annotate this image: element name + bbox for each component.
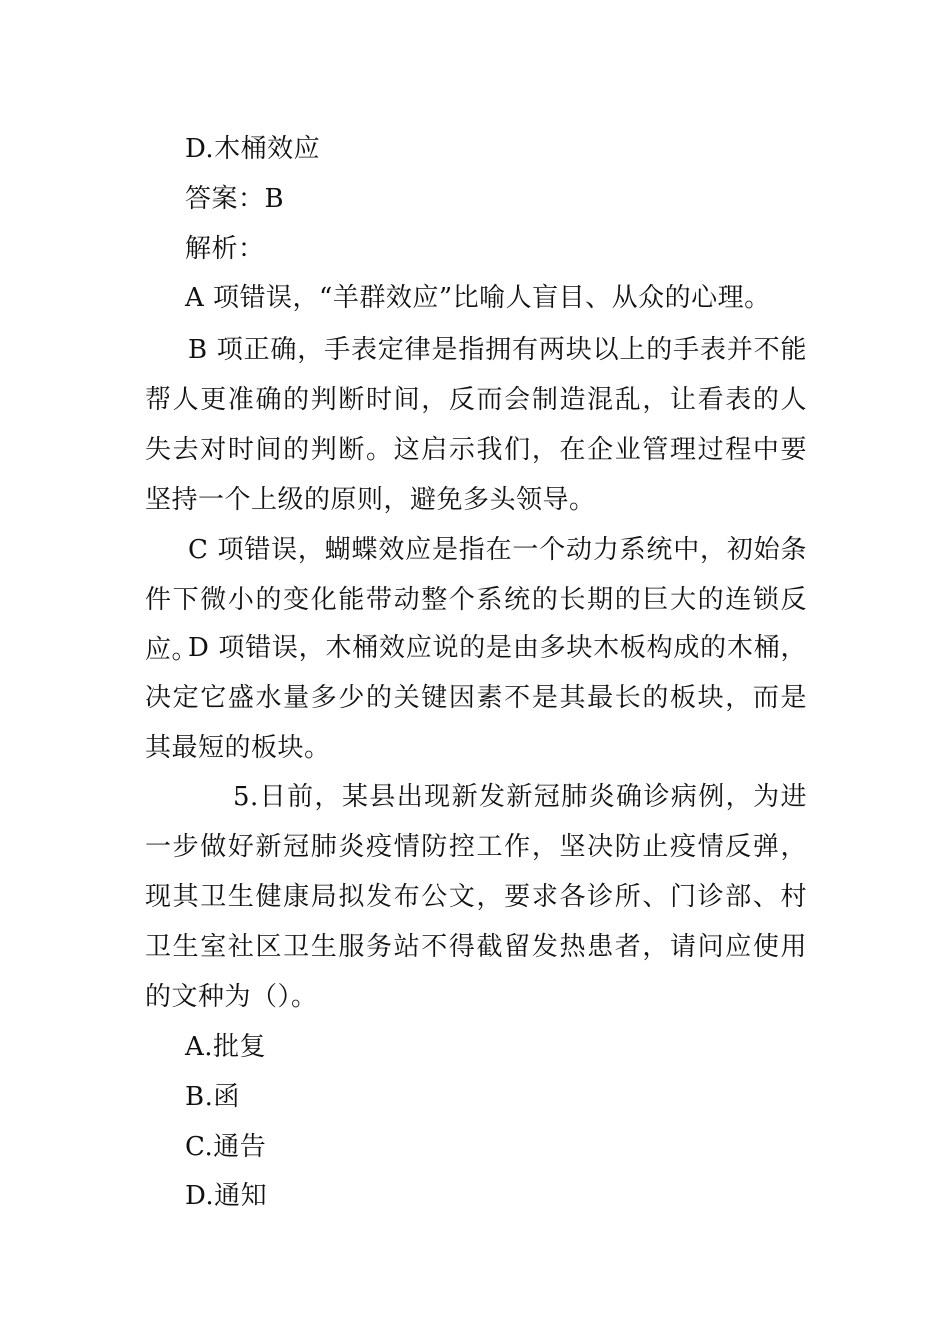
analysis-d: D 项错误，木桶效应说的是由多块木板构成的木桶，决定它盛水量多少的关键因素不是其最长的板块，而是其最短的板块。 — [145, 633, 807, 763]
analysis-a: A 项错误，“羊群效应”比喻人盲目、从众的心理。 — [185, 283, 771, 313]
analysis-c: C 项错误，蝴蝶效应是指在一个动力系统中，初始条件下微小的变化能带动整个系统的长期的巨大的连锁反应。 — [145, 535, 807, 665]
analysis-label: 解析： — [185, 234, 265, 264]
option-d: D.通知 — [185, 1181, 268, 1211]
answer-line: 答案：B — [185, 184, 285, 214]
option-d-prev: D.木桶效应 — [185, 134, 321, 164]
option-a: A.批复 — [185, 1032, 267, 1062]
option-b: B.函 — [185, 1082, 240, 1112]
analysis-b: B 项正确，手表定律是指拥有两块以上的手表并不能帮人更准确的判断时间，反而会制造混乱，让看表的人失去对时间的判断。这启示我们，在企业管理过程中要坚持一个上级的原则，避免多头领导。 — [145, 335, 807, 515]
option-c: C.通告 — [185, 1132, 267, 1162]
question-5-stem: 5.日前，某县出现新发新冠肺炎确诊病例，为进一步做好新冠肺炎疫情防控工作，坚决防止疫情反弹，现其卫生健康局拟发布公文，要求各诊所、门诊部、村卫生室社区卫生服务站不得截留发热患者，请问应使用的文种为（）。 — [145, 782, 807, 1012]
